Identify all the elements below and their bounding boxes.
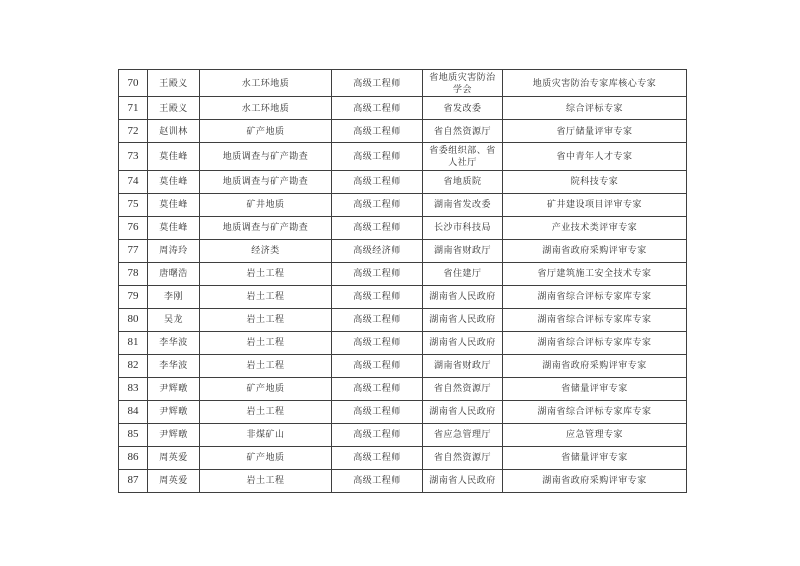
table-row — [119, 308, 687, 331]
cell-specialty: 地质调查与矿产勘查 — [200, 170, 332, 193]
expert-roster-table-body — [119, 70, 687, 493]
cell-professional-title: 高级工程师 — [332, 285, 423, 308]
cell-expert-role: 湖南省综合评标专家库专家 — [503, 331, 687, 354]
cell-professional-title: 高级工程师 — [332, 331, 423, 354]
table-row — [119, 446, 687, 469]
cell-organization: 省自然资源厅 — [423, 120, 503, 143]
cell-specialty: 地质调查与矿产勘查 — [200, 216, 332, 239]
cell-expert-role: 湖南省综合评标专家库专家 — [503, 308, 687, 331]
cell-organization: 湖南省财政厅 — [423, 354, 503, 377]
cell-specialty: 水工环地质 — [200, 97, 332, 120]
cell-expert-role: 湖南省综合评标专家库专家 — [503, 285, 687, 308]
table-row — [119, 193, 687, 216]
cell-sequence-number: 84 — [119, 400, 148, 423]
cell-organization: 湖南省发改委 — [423, 193, 503, 216]
table-row — [119, 285, 687, 308]
cell-organization: 湖南省人民政府 — [423, 469, 503, 492]
cell-sequence-number: 73 — [119, 143, 148, 170]
cell-sequence-number: 85 — [119, 423, 148, 446]
cell-professional-title: 高级工程师 — [332, 446, 423, 469]
cell-organization: 省地质院 — [423, 170, 503, 193]
cell-specialty: 矿产地质 — [200, 446, 332, 469]
cell-professional-title: 高级工程师 — [332, 120, 423, 143]
cell-expert-role: 省中青年人才专家 — [503, 143, 687, 170]
cell-sequence-number: 72 — [119, 120, 148, 143]
cell-expert-role: 院科技专家 — [503, 170, 687, 193]
cell-sequence-number: 77 — [119, 239, 148, 262]
cell-specialty: 岩土工程 — [200, 354, 332, 377]
cell-sequence-number: 76 — [119, 216, 148, 239]
cell-sequence-number: 83 — [119, 377, 148, 400]
cell-person-name: 尹辉暾 — [148, 423, 200, 446]
cell-professional-title: 高级工程师 — [332, 377, 423, 400]
cell-sequence-number: 79 — [119, 285, 148, 308]
cell-specialty: 岩土工程 — [200, 262, 332, 285]
cell-sequence-number: 86 — [119, 446, 148, 469]
cell-professional-title: 高级工程师 — [332, 400, 423, 423]
table-row — [119, 143, 687, 170]
table-row — [119, 377, 687, 400]
cell-person-name: 周英爱 — [148, 446, 200, 469]
cell-person-name: 莫佳峰 — [148, 216, 200, 239]
table-row — [119, 469, 687, 492]
cell-specialty: 岩土工程 — [200, 400, 332, 423]
cell-person-name: 李华波 — [148, 354, 200, 377]
cell-professional-title: 高级工程师 — [332, 262, 423, 285]
cell-expert-role: 应急管理专家 — [503, 423, 687, 446]
cell-person-name: 吴龙 — [148, 308, 200, 331]
cell-organization: 省自然资源厅 — [423, 446, 503, 469]
cell-expert-role: 省储量评审专家 — [503, 377, 687, 400]
table-row — [119, 170, 687, 193]
cell-sequence-number: 82 — [119, 354, 148, 377]
cell-sequence-number: 75 — [119, 193, 148, 216]
cell-organization: 湖南省财政厅 — [423, 239, 503, 262]
cell-person-name: 李华波 — [148, 331, 200, 354]
cell-expert-role: 综合评标专家 — [503, 97, 687, 120]
table-row — [119, 354, 687, 377]
cell-organization: 湖南省人民政府 — [423, 308, 503, 331]
expert-roster-table — [118, 69, 687, 493]
table-row — [119, 262, 687, 285]
cell-expert-role: 湖南省政府采购评审专家 — [503, 354, 687, 377]
cell-professional-title: 高级工程师 — [332, 143, 423, 170]
table-row — [119, 70, 687, 97]
cell-professional-title: 高级工程师 — [332, 97, 423, 120]
cell-person-name: 王殿义 — [148, 70, 200, 97]
cell-specialty: 岩土工程 — [200, 469, 332, 492]
cell-sequence-number: 78 — [119, 262, 148, 285]
cell-specialty: 岩土工程 — [200, 285, 332, 308]
cell-professional-title: 高级工程师 — [332, 308, 423, 331]
cell-specialty: 矿井地质 — [200, 193, 332, 216]
cell-person-name: 周涛玲 — [148, 239, 200, 262]
cell-expert-role: 省厅建筑施工安全技术专家 — [503, 262, 687, 285]
cell-expert-role: 省厅储量评审专家 — [503, 120, 687, 143]
cell-organization: 省住建厅 — [423, 262, 503, 285]
cell-person-name: 尹辉暾 — [148, 400, 200, 423]
cell-professional-title: 高级工程师 — [332, 193, 423, 216]
cell-organization: 湖南省人民政府 — [423, 331, 503, 354]
cell-sequence-number: 70 — [119, 70, 148, 97]
cell-expert-role: 湖南省综合评标专家库专家 — [503, 400, 687, 423]
cell-expert-role: 矿井建设项目评审专家 — [503, 193, 687, 216]
cell-person-name: 唐曙浩 — [148, 262, 200, 285]
cell-person-name: 李刚 — [148, 285, 200, 308]
cell-person-name: 周英爱 — [148, 469, 200, 492]
cell-professional-title: 高级工程师 — [332, 70, 423, 97]
cell-person-name: 莫佳峰 — [148, 170, 200, 193]
cell-expert-role: 地质灾害防治专家库核心专家 — [503, 70, 687, 97]
cell-professional-title: 高级经济师 — [332, 239, 423, 262]
cell-specialty: 非煤矿山 — [200, 423, 332, 446]
cell-specialty: 岩土工程 — [200, 331, 332, 354]
cell-specialty: 经济类 — [200, 239, 332, 262]
table-row — [119, 239, 687, 262]
cell-person-name: 莫佳峰 — [148, 193, 200, 216]
cell-specialty: 水工环地质 — [200, 70, 332, 97]
cell-person-name: 赵训林 — [148, 120, 200, 143]
table-row — [119, 423, 687, 446]
cell-organization: 长沙市科技局 — [423, 216, 503, 239]
cell-professional-title: 高级工程师 — [332, 423, 423, 446]
cell-expert-role: 湖南省政府采购评审专家 — [503, 239, 687, 262]
cell-expert-role: 省储量评审专家 — [503, 446, 687, 469]
cell-specialty: 岩土工程 — [200, 308, 332, 331]
cell-organization: 湖南省人民政府 — [423, 400, 503, 423]
cell-professional-title: 高级工程师 — [332, 216, 423, 239]
cell-professional-title: 高级工程师 — [332, 469, 423, 492]
cell-person-name: 尹辉暾 — [148, 377, 200, 400]
table-row — [119, 331, 687, 354]
cell-professional-title: 高级工程师 — [332, 354, 423, 377]
cell-sequence-number: 87 — [119, 469, 148, 492]
cell-organization: 湖南省人民政府 — [423, 285, 503, 308]
cell-expert-role: 产业技术类评审专家 — [503, 216, 687, 239]
cell-organization: 省发改委 — [423, 97, 503, 120]
cell-specialty: 地质调查与矿产勘查 — [200, 143, 332, 170]
cell-organization: 省应急管理厅 — [423, 423, 503, 446]
cell-expert-role: 湖南省政府采购评审专家 — [503, 469, 687, 492]
cell-organization: 省地质灾害防治学会 — [423, 70, 503, 97]
cell-sequence-number: 71 — [119, 97, 148, 120]
cell-sequence-number: 74 — [119, 170, 148, 193]
cell-person-name: 王殿义 — [148, 97, 200, 120]
cell-professional-title: 高级工程师 — [332, 170, 423, 193]
table-row — [119, 97, 687, 120]
table-row — [119, 400, 687, 423]
table-row — [119, 120, 687, 143]
cell-specialty: 矿产地质 — [200, 120, 332, 143]
cell-sequence-number: 81 — [119, 331, 148, 354]
cell-specialty: 矿产地质 — [200, 377, 332, 400]
cell-organization: 省委组织部、省人社厅 — [423, 143, 503, 170]
cell-sequence-number: 80 — [119, 308, 148, 331]
table-row — [119, 216, 687, 239]
cell-organization: 省自然资源厅 — [423, 377, 503, 400]
cell-person-name: 莫佳峰 — [148, 143, 200, 170]
